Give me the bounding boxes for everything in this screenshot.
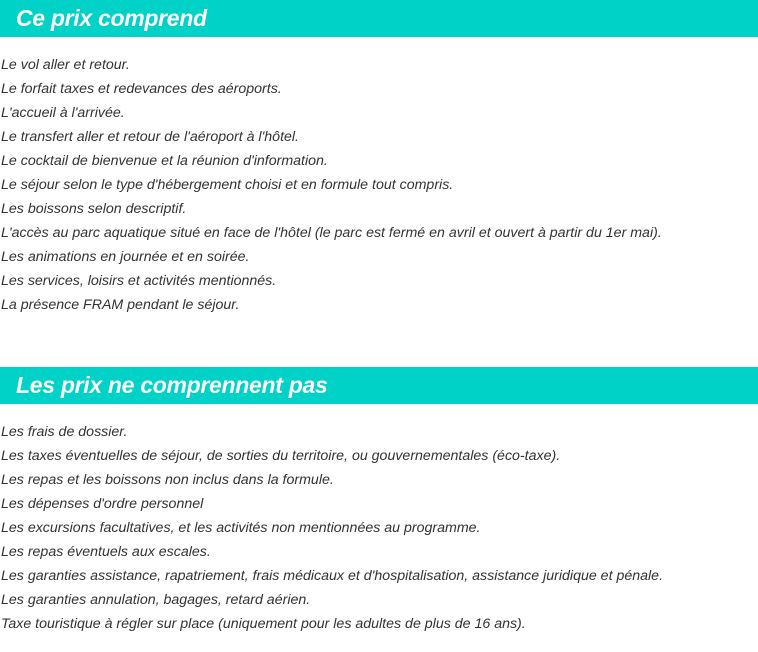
list-item: Le cocktail de bienvenue et la réunion d'information. — [1, 153, 328, 169]
list-item: Les garanties annulation, bagages, retard aérien. — [1, 592, 311, 608]
included-items-list — [0, 53, 662, 317]
list-item: Les garanties assistance, rapatriement, frais médicaux et d'hospitalisation, assistance juridique et pénale. — [1, 568, 664, 584]
list-item: Les services, loisirs et activités mentionnés. — [1, 273, 277, 289]
list-item: L'accès au parc aquatique situé en face de l'hôtel (le parc est fermé en avril et ouvert à partir du 1er mai). — [1, 225, 662, 241]
list-item: Les taxes éventuelles de séjour, de sorties du territoire, ou gouvernementales (éco-taxe). — [1, 448, 561, 464]
list-item: Les excursions facultatives, et les activités non mentionnées au programme. — [1, 520, 481, 536]
list-item: Les frais de dossier. — [1, 424, 128, 440]
excluded-section-header — [0, 367, 758, 404]
list-item: Le transfert aller et retour de l'aéroport à l'hôtel. — [1, 129, 299, 145]
list-item: Le forfait taxes et redevances des aéroports. — [1, 81, 282, 97]
list-item: Le séjour selon le type d'hébergement choisi et en formule tout compris. — [1, 177, 454, 193]
list-item: Taxe touristique à régler sur place (uniquement pour les adultes de plus de 16 ans). — [1, 616, 526, 632]
list-item: Le vol aller et retour. — [1, 57, 130, 73]
list-item: La présence FRAM pendant le séjour. — [1, 297, 240, 313]
list-item: Les animations en journée et en soirée. — [1, 249, 250, 265]
list-item: Les repas et les boissons non inclus dans la formule. — [1, 472, 334, 488]
included-section-header — [0, 0, 758, 37]
excluded-section-title: Les prix ne comprennent pas — [16, 372, 328, 398]
list-item: L'accueil à l'arrivée. — [1, 105, 125, 121]
excluded-items-list — [0, 420, 663, 636]
list-item: Les repas éventuels aux escales. — [1, 544, 211, 560]
list-item: Les dépenses d'ordre personnel — [1, 496, 204, 512]
included-section-title: Ce prix comprend — [16, 5, 207, 31]
list-item: Les boissons selon descriptif. — [1, 201, 187, 217]
